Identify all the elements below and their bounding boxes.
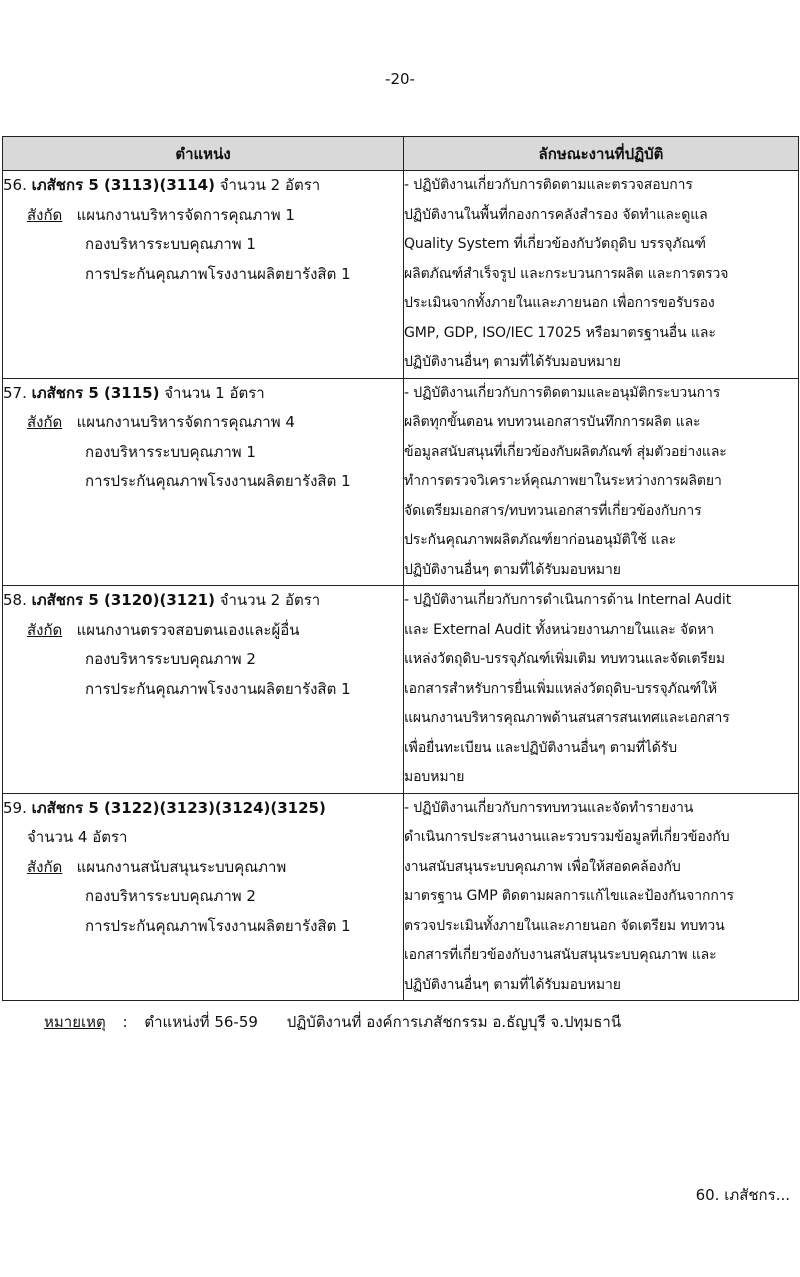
position-number: 59. bbox=[3, 798, 27, 817]
remark-label: หมายเหตุ bbox=[44, 1013, 106, 1031]
continuation-text: 60. เภสัชกร... bbox=[695, 1186, 790, 1204]
division-name: กองบริหารระบบคุณภาพ 1 bbox=[85, 442, 256, 461]
table-row bbox=[3, 378, 799, 586]
unit-name: แผนกงานบริหารจัดการคุณภาพ 4 bbox=[76, 413, 295, 431]
duty-line: มอบหมาย bbox=[404, 769, 465, 785]
remark-location: ปฏิบัติงานที่ องค์การเภสัชกรรม อ.ธัญบุรี จ.ปทุมธานี bbox=[286, 1013, 622, 1031]
duty-line: ประเมินจากทั้งภายในและภายนอก เพื่อการขอรับรอง bbox=[404, 295, 715, 311]
duty-line: GMP, GDP, ISO/IEC 17025 หรือมาตรฐานอื่น และ bbox=[404, 324, 716, 341]
position-title: เภสัชกร 5 (3113)(3114) bbox=[31, 176, 215, 194]
duty-line: ปฏิบัติงานอื่นๆ ตามที่ได้รับมอบหมาย bbox=[404, 976, 621, 993]
remark-note bbox=[44, 1010, 621, 1034]
division-name: กองบริหารระบบคุณภาพ 1 bbox=[85, 235, 256, 253]
position-count: จำนวน 2 อัตรา bbox=[219, 176, 321, 194]
duty-line: ตรวจประเมินทั้งภายในและภายนอก จัดเตรียม ทบทวน bbox=[404, 917, 725, 934]
unit-name: แผนกงานตรวจสอบตนเองและผู้อื่น bbox=[76, 620, 300, 639]
duty-line: - ปฏิบัติงานเกี่ยวกับการดำเนินการด้าน Internal Audit bbox=[404, 592, 732, 608]
duty-line: ปฏิบัติงานในพื้นที่กองการคลังสำรอง จัดทำและดูแล bbox=[404, 206, 708, 223]
table-row bbox=[3, 586, 799, 794]
department-name: การประกันคุณภาพโรงงานผลิตยารังสิต 1 bbox=[85, 264, 351, 283]
unit-name: แผนกงานสนับสนุนระบบคุณภาพ bbox=[76, 857, 287, 876]
affiliation-label: สังกัด bbox=[27, 857, 63, 876]
duty-line: ปฏิบัติงานอื่นๆ ตามที่ได้รับมอบหมาย bbox=[404, 561, 621, 578]
duty-line: ปฏิบัติงานอื่นๆ ตามที่ได้รับมอบหมาย bbox=[404, 354, 621, 370]
position-number: 58. bbox=[3, 591, 27, 609]
division-name: กองบริหารระบบคุณภาพ 2 bbox=[85, 887, 256, 905]
positions-table bbox=[2, 136, 799, 1001]
position-title: เภสัชกร 5 (3120)(3121) bbox=[31, 591, 215, 609]
position-cell bbox=[3, 171, 404, 379]
duty-line: ข้อมูลสนับสนุนที่เกี่ยวข้องกับผลิตภัณฑ์ สุ่มตัวอย่างและ bbox=[404, 443, 727, 460]
duty-line: แผนกงานบริหารคุณภาพด้านสนสารสนเทศและเอกสาร bbox=[404, 710, 730, 726]
page-number: -20- bbox=[385, 70, 415, 88]
duty-line: จัดเตรียมเอกสาร/ทบทวนเอกสารที่เกี่ยวข้องกับการ bbox=[404, 502, 702, 519]
duty-line: ผลิตภัณฑ์สำเร็จรูป และกระบวนการผลิต และการตรวจ bbox=[404, 265, 729, 282]
division-name: กองบริหารระบบคุณภาพ 2 bbox=[85, 650, 256, 668]
position-number: 57. bbox=[3, 383, 27, 402]
affiliation-label: สังกัด bbox=[27, 205, 63, 224]
duty-line: มาตรฐาน GMP ติดตามผลการแก้ไขและป้องกันจากการ bbox=[404, 888, 734, 904]
department-name: การประกันคุณภาพโรงงานผลิตยารังสิต 1 bbox=[85, 916, 351, 935]
duty-line: และ External Audit ทั้งหน่วยงานภายในและ จัดหา bbox=[404, 621, 715, 638]
duties-cell bbox=[404, 171, 799, 379]
header-position: ตำแหน่ง bbox=[3, 137, 404, 171]
duties-cell bbox=[404, 378, 799, 586]
duty-line: Quality System ที่เกี่ยวข้องกับวัตถุดิบ บรรจุภัณฑ์ bbox=[404, 236, 706, 252]
duty-line: - ปฏิบัติงานเกี่ยวกับการติดตามและอนุมัติกระบวนการ bbox=[404, 384, 721, 401]
department-name: การประกันคุณภาพโรงงานผลิตยารังสิต 1 bbox=[85, 472, 351, 490]
position-title: เภสัชกร 5 (3115) bbox=[31, 383, 160, 402]
remark-colon: : bbox=[122, 1013, 128, 1031]
duty-line: งานสนับสนุนระบบคุณภาพ เพื่อให้สอดคล้องกับ bbox=[404, 858, 681, 875]
position-number: 56. bbox=[3, 176, 27, 194]
header-duties: ลักษณะงานที่ปฏิบัติ bbox=[404, 137, 799, 171]
duties-cell bbox=[404, 586, 799, 794]
table-header-row bbox=[3, 137, 799, 171]
unit-name: แผนกงานบริหารจัดการคุณภาพ 1 bbox=[76, 205, 295, 224]
duty-line: ทำการตรวจวิเคราะห์คุณภาพยาในระหว่างการผลิตยา bbox=[404, 473, 722, 489]
table-row bbox=[3, 171, 799, 379]
duty-line: เอกสารสำหรับการยื่นเพิ่มแหล่งวัตถุดิบ-บรรจุภัณฑ์ให้ bbox=[404, 680, 717, 697]
position-cell bbox=[3, 586, 404, 794]
duty-line: เอกสารที่เกี่ยวข้องกับงานสนับสนุนระบบคุณภาพ และ bbox=[404, 947, 717, 963]
position-title: เภสัชกร 5 (3122)(3123)(3124)(3125) bbox=[31, 798, 326, 817]
duty-line: ผลิตทุกขั้นตอน ทบทวนเอกสารบันทึกการผลิต และ bbox=[404, 414, 701, 430]
table-row bbox=[3, 793, 799, 1001]
duties-cell bbox=[404, 793, 799, 1001]
duty-line: แหล่งวัตถุดิบ-บรรจุภัณฑ์เพิ่มเติม ทบทวนและจัดเตรียม bbox=[404, 651, 726, 667]
department-name: การประกันคุณภาพโรงงานผลิตยารังสิต 1 bbox=[85, 679, 351, 698]
duty-line: - ปฏิบัติงานเกี่ยวกับการติดตามและตรวจสอบการ bbox=[404, 177, 693, 193]
duty-line: - ปฏิบัติงานเกี่ยวกับการทบทวนและจัดทำรายงาน bbox=[404, 799, 694, 816]
position-count: จำนวน 1 อัตรา bbox=[164, 383, 265, 402]
position-cell bbox=[3, 793, 404, 1001]
position-cell bbox=[3, 378, 404, 586]
duty-line: ประกันคุณภาพผลิตภัณฑ์ยาก่อนอนุมัติใช้ และ bbox=[404, 532, 676, 548]
remark-positions: ตำแหน่งที่ 56-59 bbox=[144, 1013, 258, 1031]
position-count: จำนวน 2 อัตรา bbox=[219, 591, 321, 609]
affiliation-label: สังกัด bbox=[27, 620, 63, 639]
position-count: จำนวน 4 อัตรา bbox=[27, 828, 128, 846]
duty-line: ดำเนินการประสานงานและรวบรวมข้อมูลที่เกี่ยวข้องกับ bbox=[404, 829, 730, 845]
duty-line: เพื่อยื่นทะเบียน และปฏิบัติงานอื่นๆ ตามที่ได้รับ bbox=[404, 739, 677, 756]
affiliation-label: สังกัด bbox=[27, 413, 63, 431]
